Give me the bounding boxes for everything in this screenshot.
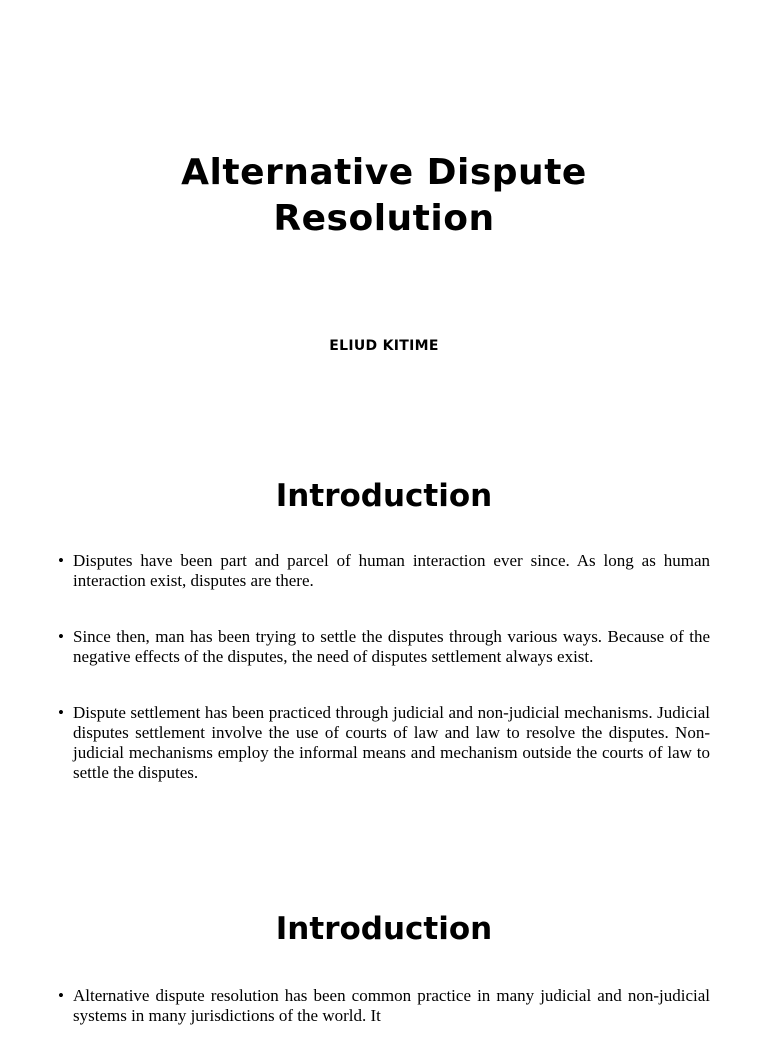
author-name: ELIUD KITIME [329,338,439,354]
bullet-item: • Since then, man has been trying to settle the disputes through various ways. Because of the negative effects of the disputes, the need of disputes settlement always exist. [58,627,710,667]
section-heading: Introduction [275,911,493,947]
bullet-item: • Dispute settlement has been practiced through judicial and non-judicial mechanisms. Judicial disputes settlement involve the use of courts of law and law to resolve the disputes. Non-judicial mechanisms employ the informal means and mechanism outside the courts of law to settle the disputes. [58,703,710,783]
title-line-1: Alternative Dispute [181,152,587,193]
title-slide [0,0,768,430]
introduction-slide-2 [0,870,768,1024]
bullet-item: • Alternative dispute resolution has been common practice in many judicial and non-judicial systems in many jurisdictions of the world. It [58,986,710,1026]
section-heading: Introduction [275,478,493,514]
bullet-list [58,551,710,819]
bullet-list [58,986,710,1062]
document-title [0,150,768,242]
bullet-item: • Disputes have been part and parcel of human interaction ever since. As long as human interaction exist, disputes are there. [58,551,710,591]
title-line-2: Resolution [273,198,495,239]
introduction-slide-1 [0,430,768,870]
